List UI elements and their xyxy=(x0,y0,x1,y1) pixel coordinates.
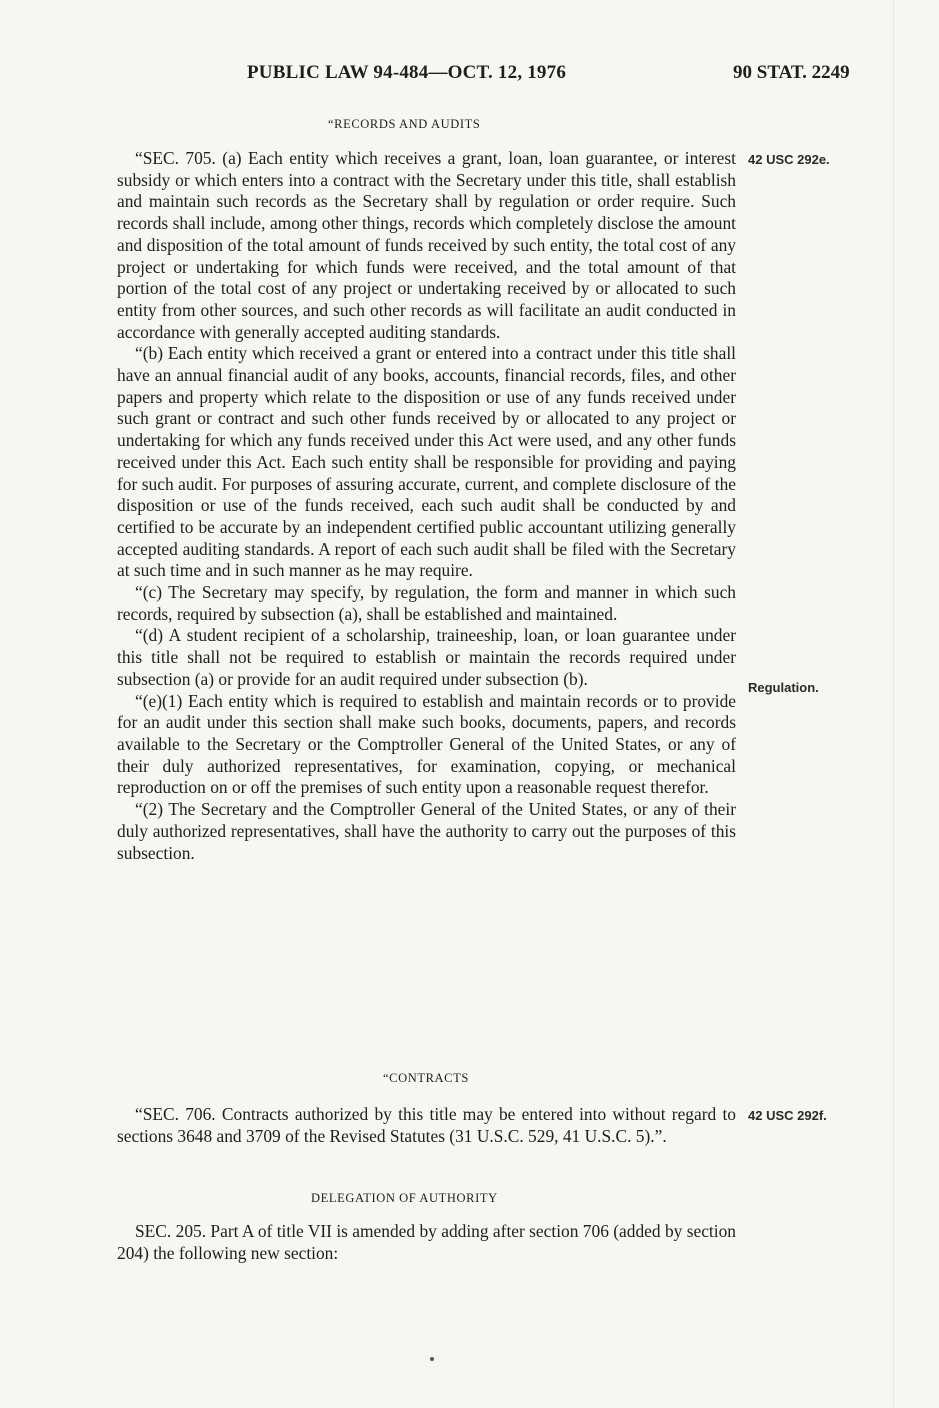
paragraph-705-a: “SEC. 705. (a) Each entity which receives a grant, loan, loan guarantee, or interest subsidy or which enters into a contract with the Secretary under this title, shall establish and maintain such records as the Secretary shall by regulation or order require. Such records shall include, among other things, records which completely disclose the amount and disposition of the total amount of funds received by such entity, the total cost of any project or undertaking for which funds were received, and the total amount of that portion of the total cost of any project or undertaking received by or allocated to such entity from other sources, and such other records as will facilitate an audit conducted in accordance with generally accepted auditing standards. xyxy=(117,148,736,342)
margin-note-42-usc-292e: 42 USC 292e. xyxy=(748,152,830,167)
section-heading-records-and-audits: “RECORDS AND AUDITS xyxy=(328,117,481,131)
section-205-body xyxy=(117,1221,736,1264)
paragraph-705-b: “(b) Each entity which received a grant or entered into a contract under this title shall have an annual financial audit of any books, accounts, financial records, files, and other papers and property which relate to the disposition or use of any funds received under such grant or contract and such other funds received by or allocated to any project or undertaking for which any funds received under this Act were used, and any other funds received under this Act. Each such entity shall be responsible for providing and paying for such audit. For purposes of assuring accurate, current, and complete disclosure of the disposition or use of the funds received, each such audit shall be conducted by and certified to be accurate by an independent certified public accountant utilizing generally accepted auditing standards. A report of each such audit shall be filed with the Secretary at such time and in such manner as he may require. xyxy=(117,343,736,581)
paragraph-705-e1: “(e)(1) Each entity which is required to establish and maintain records or to provide for an audit under this section shall make such books, documents, papers, and records available to the Secretary or the Comptroller General of the United States, or any of their duly authorized representatives, for examination, copying, or mechanical reproduction on or off the premises of such entity upon a reasonable request therefor. xyxy=(117,690,736,798)
paragraph-705-d: “(d) A student recipient of a scholarship, traineeship, loan, or loan guarantee under this title shall not be required to establish or maintain the records required under subsection (a) or provide for an audit required under subsection (b). xyxy=(117,625,736,689)
paragraph-705-c: “(c) The Secretary may specify, by regulation, the form and manner in which such records, required by subsection (a), shall be established and maintained. xyxy=(117,582,736,624)
scan-speck-mark xyxy=(430,1357,434,1361)
section-heading-contracts: “CONTRACTS xyxy=(383,1071,469,1085)
margin-note-42-usc-292f: 42 USC 292f. xyxy=(748,1108,827,1123)
section-heading-delegation-of-authority: DELEGATION OF AUTHORITY xyxy=(311,1191,498,1205)
running-header-stat-page: 90 STAT. 2249 xyxy=(733,62,850,83)
paragraph-705-e2: “(2) The Secretary and the Comptroller General of the United States, or any of their duly authorized representatives, shall have the authority to carry out the purposes of this subsection. xyxy=(117,799,736,863)
margin-note-regulation: Regulation. xyxy=(748,680,819,695)
paragraph-205: SEC. 205. Part A of title VII is amended by adding after section 706 (added by section 204) the following new section: xyxy=(117,1221,736,1263)
page-fold-line xyxy=(893,0,894,1408)
running-header-title: PUBLIC LAW 94-484—OCT. 12, 1976 xyxy=(247,62,567,83)
section-706-body xyxy=(117,1104,736,1147)
paragraph-706: “SEC. 706. Contracts authorized by this title may be entered into without regard to sections 3648 and 3709 of the Revised Statutes (31 U.S.C. 529, 41 U.S.C. 5).”. xyxy=(117,1104,736,1146)
section-705-body xyxy=(117,148,736,864)
